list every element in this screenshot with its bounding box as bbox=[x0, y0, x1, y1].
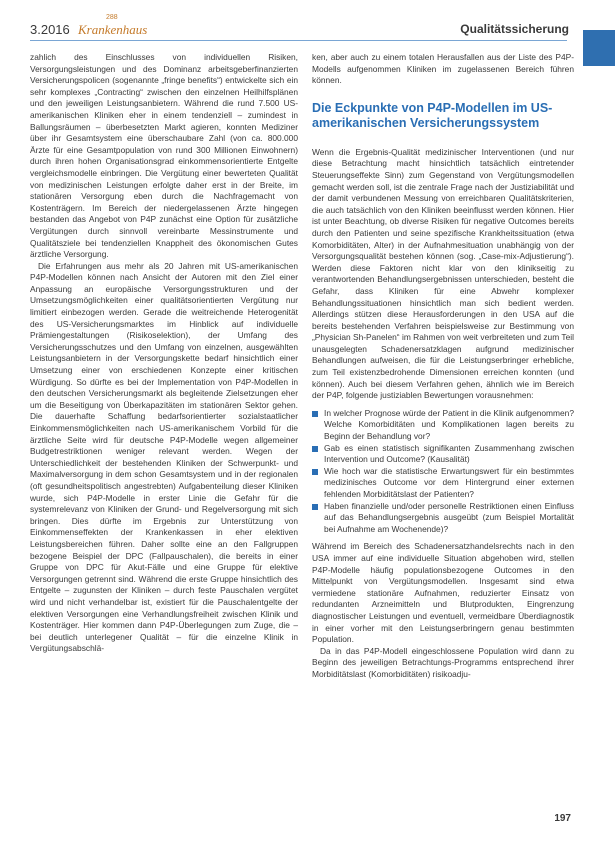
corner-tab bbox=[583, 30, 615, 66]
logo-small-number: 288 bbox=[106, 14, 118, 21]
right-column bbox=[312, 52, 574, 681]
section-title: Qualitätssicherung bbox=[460, 22, 569, 36]
list-item: Wie hoch war die statistische Erwartungswert für ein bestimmtes medizinisches Outcome vor dem Hintergrund einer externen fehlenden Morbiditätslast der Patienten? bbox=[312, 466, 574, 501]
left-column bbox=[30, 52, 298, 655]
page-header bbox=[0, 0, 615, 44]
logo-wordmark: Krankenhaus bbox=[78, 22, 148, 37]
right-paragraph-1: Wenn die Ergebnis-Qualität medizinischer Interventionen (und nur diese Betrachtung macht hinsichtlich tatsächlich eintretender Steuerungseffekte Sinn) zum Gegenstand von Vergütungsmodellen gemacht werden soll, ist die zentrale Frage nach der Justiziabilität und der damit verbundenen Messung von erreichbaren Qualitätskriterien, die auch tatsächlich von den Kliniken beeinflusst werden können. Hier ist unter Beachtung, ob diverse Risiken für negative Outcomes bereits durch den Patienten und seine spezifische Krankheitssituation (etwa Komorbiditäten, Alter) in der Aufnahmesituation unabhängig von der Versorgungsqualität bestehen können (sog. „Case-mix-Adjustierung“). Werden diese Faktoren nicht klar von den klinikseitig zu verantwortenden Behandlungsergebnissen unterschieden, besteht die Gefahr, dass Kliniken für eine Abwehr komplexer Behandlungssituationen hinsichtlich man sich bedient werden. Allerdings stützen diese Herausforderungen in den USA auf die bereits bestehenden Verfahren beispielsweise zur Bestimmung von „Physician Sh-Panelen“ im Rahmen von weit verbreiteten und zum Teil unausgelegten Schadenersatzklagen aufgrund medizinischer Behandlungen aufweisen, die für die Leistungserbringer erhebliche, zum Teil existenzbedrohende Dimensionen erreichen konnten (und können). Auch bei diesem Verfahren gehen, ähnlich wie im Bereich der P4P, folgende justiziablen Bewertungen vorausnehmen: bbox=[312, 146, 574, 401]
list-item: Haben finanzielle und/oder personelle Restriktionen einen Einfluss auf das Behandlungsergebnis ausgeübt (zum Beispiel Mortalität bei Aufnahme am Wochenende)? bbox=[312, 501, 574, 536]
section-heading: Die Eckpunkte von P4P-Modellen im US-amerikanischen Versicherungssystem bbox=[312, 100, 553, 130]
right-paragraph-2: Während im Bereich des Schadenersatzhandelsrechts nach in den USA immer auf eine individuelle Situation abgehoben wird, stellen P4P-Modelle häufig populationsbezogene Outcomes in den Mittelpunkt von Vergütungsmodellen. Insgesamt sind etwa vermiedene stationäre Aufnahmen, reduzierter Einsatz von redundanten Arzneimitteln und Blutprodukten, Eingrenzung diagnostischer Leistungen und eventuell, vermeidbare Überdiagnostik in einer vorher mit den Leistungserbringern genau bestimmten Population. bbox=[312, 541, 574, 645]
right-intro: ken, aber auch zu einem totalen Herausfallen aus der Liste des P4P-Modells aufgenommen Kliniken im zugelassenen Bereich führen können. bbox=[312, 52, 574, 86]
header-rule bbox=[30, 40, 567, 41]
list-item: Gab es einen statistisch signifikanten Zusammenhang zwischen Intervention und Outcome? (Kausalität) bbox=[312, 443, 574, 466]
list-item: In welcher Prognose würde der Patient in die Klinik aufgenommen? Welche Komorbiditäten und Komplikationen lagen bereits zu Beginn der Behandlung vor? bbox=[312, 408, 574, 443]
issue-number: 3.2016 bbox=[30, 22, 70, 37]
journal-logo bbox=[78, 16, 150, 38]
left-paragraph-2: Die Erfahrungen aus mehr als 20 Jahren mit US-amerikanischen P4P-Modellen können nach Ansicht der Autoren mit den Ziel einer Anpassung an europäische Versorgungsstrukturen und der Umsetzungsmöglichkeiten einer qualitätsorientierten Vergütung nur limitiert einbezogen werden. Gerade die weitreichende Heterogenität des US-Versicherungsmarktes im Hinblick auf individuelle Prämiengestaltungen (Risikoselektion), der Umfang des Versicherungsschutzes und den Umfang von einzelnen, ausgewählten Leistungsanbietern in der Versorgungskette bedarf hinsichtlich einer Umsetzung einer von erschiedenen Konzepte einer kritischen Würdigung. So dürfte es bei der Implementation von P4P-Modellen in den deutschen Versicherungsmarkt als begleitende Zielsetzungen eher um die Beseitigung von Überkapazitäten im stationären Sektor gehen. Die dauerhafte Schaffung bedarfsorientierter sozialstaatlicher Einkommensmöglichkeiten nach US-amerikanischem Vorbild für die ärztliche Seite wird für deutsche P4P-Modelle wegen allgemeiner Budgetrestriktionen weniger relevant werden. Wegen der Unterschiedlichkeit der bestehenden Kliniken der Schwerpunkt- und Maximalversorgung in dem schon Gesamtsystem und in der regionalen (oft gesundheitspolitisch angestrebten) Aufgabenteilung dieser Kliniken wurde, sich P4P-Modelle in erster Linie die Gefahr für die systemrelevanz von Kliniken der Grund- und Regelversorgung mit sich bringen. Dies dürfte im Ergebnis zur Unterstützung von Einkommenseffekten der Krankenkassen in eher elektiven Leistungsbereichen führen. Daher sollte eine an den Fallgruppen bezogene Beispiel der DPC (Fallpauschalen), die bereits in einer Gruppe von DPC für Akut-Fälle und eine Gruppe für elektive Versorgungen getrennt sind. Während die erste Gruppe hinsichtlich des Entgelte – zugunsten der Kliniken – durch feste Pauschalen vergütet wird und nicht verhandelbar ist, existiert für die Pauschalentgelte der elektiven Versorgungen eine Verhandlungsfreiheit zwischen Klinik und Kostenträger. Hier kommen dann P4P-Überlegungen zum Zuge, die – bei deutlich unterlegener Qualität – für die einzelne Klinik in Vergütungsabschlä- bbox=[30, 260, 298, 654]
left-paragraph-1: zahlich des Einschlusses von individuellen Risiken, Versorgungsleistungen und des Dominanz arbeitsgeberfinanzierten Versicherungspolicen (sogenannte „fringe benefits“) entwickelte sich ein sehr komplexes „Contracting“ zwischen den einzelnen Heilhilfsplänen und den jeweiligen Leistungsanbietern. Während die rund 7.500 US-amerikanischen Kliniken eher in einem tendenziell – zumindest in Ballungsräumen – überbesetzten Markt agieren, konnten Mediziner über ihr Gesamtsystem eine überschaubare Zahl (von ca. 800.000 Ärzte für eine Gesamtpopulation von rund 300 Millionen Einwohnern) durch ihren hohen Organisationsgrad einkommensorientierte Entgelte vergleichsmodelle einbringen. Die Vergütung einer bewerteten Qualität von medizinischen Leistungen erfolgte daher erst in der Breite, im stationären Versorgung eben durch die Nachfragemacht von Kostenträgern. Im Bereich der niedergelassenen Ärzte hingegen bestanden das Angebot von P4P zunächst eine Option für zusätzliche Vergütungen durch sinnvoll vereinbarte Messinstrumente und Qualitätsziele bei tendenziellen Knappheit des ökonomischen Gutes ärztliche Versorgung. bbox=[30, 52, 298, 260]
page-number: 197 bbox=[554, 813, 571, 824]
bullet-list bbox=[312, 408, 574, 536]
right-paragraph-3: Da in das P4P-Modell eingeschlossene Population wird dann zu Beginn des jeweiligen Betrachtungs-Programms entsprechend ihrer Morbiditätslast (Komorbiditäten) risikoadju- bbox=[312, 645, 574, 679]
